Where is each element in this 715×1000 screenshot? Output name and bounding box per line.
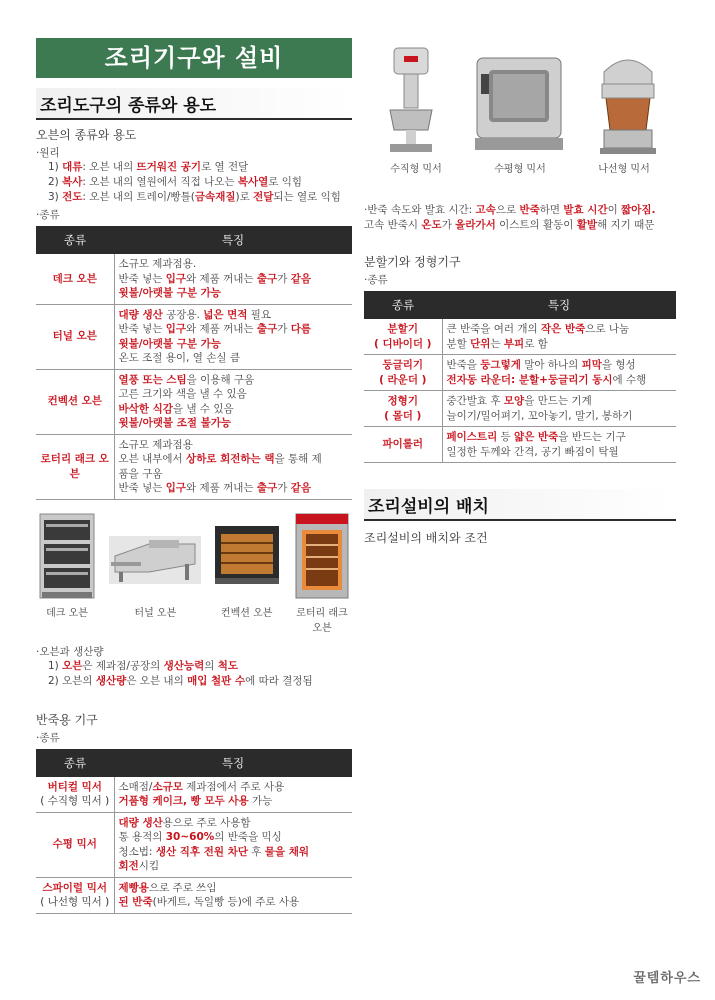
- caption-vertical-mixer: 수직형 믹서: [390, 164, 442, 175]
- highlight-text: 물을 채워: [264, 845, 309, 858]
- highlight-text: 복사: [62, 176, 83, 188]
- mixer-row: [36, 812, 352, 877]
- divider-subtitle: 분할기와 정형기구: [364, 255, 461, 269]
- text-segment: 2) 오븐의: [48, 674, 96, 687]
- divider-feature-cell: [442, 427, 676, 463]
- text-line: [119, 351, 349, 366]
- text-segment: 와 제품 꺼내는: [186, 323, 257, 335]
- oven-kind-cell: [36, 369, 114, 434]
- text-segment: 이스트의 활동이: [495, 219, 577, 231]
- text-line: [119, 481, 349, 496]
- mixer-kind-label: ·종류: [36, 731, 60, 744]
- text-segment: : 오븐 내의: [82, 161, 137, 173]
- spiral-mixer-image: [592, 44, 664, 156]
- highlight-text: 소규모: [152, 780, 183, 793]
- highlight-text: 대류: [62, 161, 83, 173]
- text-segment: 필요: [247, 308, 272, 321]
- text-segment: 으로 주로 쓰임: [148, 881, 217, 894]
- page-banner: 조리기구와 설비: [36, 38, 352, 78]
- mixer-table-head-kind: 종류: [36, 749, 114, 777]
- highlight-text: 생산능력: [163, 659, 205, 672]
- text-segment: 1): [48, 161, 63, 173]
- caption-spiral-mixer: 나선형 믹서: [598, 164, 650, 175]
- divider-kind-label: ( 몰더 ): [384, 409, 422, 422]
- highlight-text: 입구: [165, 272, 187, 285]
- text-segment: 가: [277, 272, 291, 285]
- text-line: [119, 881, 349, 896]
- divider-table-head-feature: 특징: [442, 291, 676, 319]
- highlight-text: 출구: [256, 272, 278, 285]
- text-line: [119, 438, 349, 453]
- highlight-text: 같음: [290, 482, 311, 494]
- text-segment: ·반죽 속도와 발효 시간:: [364, 204, 476, 216]
- text-line: [447, 445, 673, 460]
- text-line: [119, 322, 349, 337]
- highlight-text: 입구: [165, 482, 187, 494]
- text-segment: 시킴: [138, 860, 160, 872]
- divider-kind-cell: [364, 355, 442, 391]
- text-line: [447, 322, 673, 337]
- tunnel-oven-image: [109, 512, 201, 600]
- text-line: [447, 430, 673, 445]
- oven-caption-row: [36, 604, 352, 634]
- highlight-text: 얇은 반죽: [514, 431, 559, 443]
- mixer-kind-label: ( 나선형 믹서 ): [40, 896, 110, 908]
- principle-list: [48, 160, 352, 205]
- text-line: [364, 218, 676, 233]
- text-segment: : 오븐 내의 트레이/빵틀(: [82, 191, 195, 203]
- text-segment: 은 제과점/공장의: [82, 659, 164, 672]
- caption-convection-oven: 컨벡션 오븐: [220, 607, 273, 619]
- text-line: [119, 794, 349, 809]
- text-segment: 해 지기 때문: [597, 219, 655, 231]
- divider-kind-cell: [364, 319, 442, 355]
- mixer-kind-label: ( 수직형 믹서 ): [40, 795, 110, 807]
- text-line: [364, 203, 676, 218]
- text-segment: 을 낼 수 있음: [172, 402, 234, 415]
- highlight-text: 온도: [421, 219, 442, 231]
- text-segment: 되는 열로 익힘: [273, 191, 341, 203]
- text-segment: 반죽을: [446, 359, 481, 371]
- caption-rotary-rack-oven: 로터리 래크 오븐: [296, 607, 348, 634]
- highlight-text: 된 반죽: [118, 896, 153, 908]
- highlight-text: 올라가서: [455, 219, 496, 231]
- highlight-text: 상하로 회전하는 랙: [186, 453, 275, 465]
- highlight-text: 발효 시간: [563, 204, 608, 216]
- text-segment: 소매점/: [118, 780, 153, 793]
- text-segment: 으로: [495, 204, 520, 216]
- text-line: [119, 402, 349, 417]
- highlight-text: 전자동 라운더: 분할+둥글리기 동시: [446, 373, 613, 386]
- mixer-kind-label: 스파이럴 믹서: [42, 881, 107, 894]
- divider-feature-cell: [442, 355, 676, 391]
- highlight-text: 다름: [290, 323, 311, 335]
- text-segment: 등: [497, 431, 515, 443]
- text-line: [119, 816, 349, 831]
- mixer-table: [36, 749, 352, 914]
- text-segment: 반죽 넣는: [118, 272, 166, 285]
- mixer-subtitle: 반죽용 기구: [36, 712, 98, 727]
- oven-row: [36, 434, 352, 499]
- deck-oven-image: [36, 512, 98, 600]
- oven-table: [36, 226, 352, 500]
- divider-kind-label: 파이롤러: [382, 438, 424, 451]
- divider-table: [364, 291, 676, 463]
- highlight-text: 반죽: [519, 204, 540, 216]
- text-segment: 로 열 전달: [201, 161, 249, 173]
- highlight-text: 대량 생산: [118, 816, 163, 829]
- highlight-text: 윗불/아랫불 구분 가능: [118, 337, 221, 350]
- divider-kind-label: 둥글리기: [382, 359, 424, 371]
- text-segment: 반죽 넣는: [118, 482, 166, 494]
- oven-subtitle: 오븐의 종류와 용도: [36, 128, 137, 142]
- divider-kind-label: 분할기: [387, 323, 418, 335]
- text-line: [48, 175, 352, 190]
- principle-label: ·원리: [36, 147, 60, 159]
- text-segment: 가: [277, 482, 291, 494]
- text-segment: 로 함: [524, 337, 548, 350]
- text-segment: 늘이기/밀어펴기, 꼬아놓기, 말기, 봉하기: [446, 409, 633, 422]
- text-segment: 을 이용해 구움: [186, 373, 255, 386]
- highlight-text: 오븐: [62, 659, 83, 672]
- text-segment: 을 통해 제: [274, 453, 322, 465]
- text-line: [447, 358, 673, 373]
- production-list: [48, 659, 352, 689]
- facility-subtitle: 조리설비의 배치와 조건: [364, 531, 488, 545]
- oven-kind-label: 터널 오븐: [52, 330, 97, 343]
- right-column: [364, 38, 676, 546]
- highlight-text: 고속: [475, 204, 496, 216]
- mixer-caption-row: [364, 160, 676, 175]
- highlight-text: 출구: [256, 482, 278, 494]
- oven-kind-cell: [36, 434, 114, 499]
- highlight-text: 매입 철판 수: [187, 674, 246, 687]
- oven-feature-cell: [114, 254, 352, 304]
- convection-oven-image: [213, 512, 281, 600]
- highlight-text: 바삭한 식감: [118, 402, 173, 415]
- text-line: [119, 895, 349, 910]
- text-segment: 공장용.: [162, 308, 204, 321]
- mixer-table-body: [36, 777, 352, 914]
- highlight-text: 윗불/아랫불 조절 불가능: [118, 417, 232, 429]
- text-line: [119, 780, 349, 795]
- oven-kind-label: 로터리 래크 오븐: [40, 453, 109, 480]
- text-segment: 일정한 두께와 간격, 공기 빠짐이 탁월: [446, 445, 619, 458]
- divider-feature-cell: [442, 391, 676, 427]
- text-line: [447, 394, 673, 409]
- highlight-text: 제빵용: [118, 881, 149, 894]
- oven-table-head-kind: 종류: [36, 226, 114, 254]
- text-segment: 이: [607, 204, 622, 216]
- text-segment: 통 용적의: [118, 831, 166, 843]
- text-segment: 와 제품 꺼내는: [186, 482, 257, 494]
- highlight-text: 단위: [470, 337, 491, 350]
- text-line: [119, 845, 349, 860]
- vertical-mixer-image: [376, 44, 446, 156]
- text-line: [48, 190, 352, 205]
- text-segment: (바게트, 독일빵 등)에 주로 사용: [152, 896, 300, 908]
- text-segment: 반죽 넣는: [118, 323, 166, 335]
- text-line: [48, 674, 352, 689]
- mixer-kind-cell: [36, 877, 114, 913]
- highlight-text: 모양: [503, 395, 525, 407]
- text-segment: 오븐 내부에서: [118, 453, 187, 465]
- oven-feature-cell: [114, 304, 352, 369]
- oven-feature-cell: [114, 434, 352, 499]
- text-line: [119, 387, 349, 402]
- production-label: ·오븐과 생산량: [36, 645, 104, 658]
- text-segment: 을 반드는 기구: [558, 431, 626, 443]
- text-segment: 와 제품 꺼내는: [186, 272, 257, 285]
- oven-kind-cell: [36, 304, 114, 369]
- text-segment: 소규모 제과점용: [118, 438, 193, 451]
- section-heading-facility: 조리설비의 배치: [364, 489, 676, 521]
- highlight-text: 입구: [165, 323, 187, 335]
- text-segment: )로: [235, 191, 254, 203]
- mixer-feature-cell: [114, 777, 352, 813]
- divider-kind-label: ( 라운더 ): [379, 373, 427, 386]
- text-line: [119, 286, 349, 301]
- text-line: [119, 308, 349, 323]
- divider-kind-label: ( 디바이더 ): [374, 337, 432, 350]
- text-segment: 의: [204, 659, 218, 672]
- caption-deck-oven: 데크 오븐: [46, 607, 88, 619]
- text-segment: 은 오븐 내의: [126, 674, 188, 687]
- text-segment: 분할: [446, 337, 471, 350]
- footer-brand: 꿀템하우스: [633, 971, 701, 986]
- highlight-text: 부피: [503, 337, 525, 350]
- text-line: [48, 659, 352, 674]
- text-segment: 고른 크기와 색을 낼 수 있음: [118, 388, 247, 400]
- divider-row: [364, 391, 676, 427]
- oven-table-head-feature: 특징: [114, 226, 352, 254]
- highlight-text: 짧아짐.: [621, 204, 656, 216]
- text-segment: 소규모 제과점용.: [118, 258, 197, 270]
- highlight-text: 출구: [256, 323, 278, 335]
- text-line: [119, 257, 349, 272]
- left-column: [36, 38, 352, 914]
- divider-kind-label: 정형기: [387, 395, 418, 407]
- divider-row: [364, 319, 676, 355]
- highlight-text: 넓은 면적: [203, 308, 248, 321]
- mixer-kind-cell: [36, 777, 114, 813]
- highlight-text: 둥그렇게: [480, 359, 521, 371]
- highlight-text: 열풍 또는 스팀: [118, 373, 187, 386]
- text-line: [48, 160, 352, 175]
- caption-horizontal-mixer: 수평형 믹서: [494, 164, 546, 175]
- text-line: [119, 272, 349, 287]
- highlight-text: 거품형 케이크, 빵 모두 사용: [118, 795, 249, 807]
- text-line: [447, 337, 673, 352]
- text-line: [119, 337, 349, 352]
- highlight-text: 30~60%: [165, 831, 215, 843]
- oven-row: [36, 254, 352, 304]
- highlight-text: 척도: [217, 659, 238, 672]
- text-line: [119, 373, 349, 388]
- text-line: [119, 859, 349, 874]
- text-line: [119, 467, 349, 482]
- section-heading-tools: 조리도구의 종류와 용도: [36, 88, 352, 120]
- highlight-text: 윗불/아랫불 구분 가능: [118, 287, 221, 299]
- text-line: [119, 830, 349, 845]
- text-segment: 2): [48, 176, 63, 188]
- divider-row: [364, 427, 676, 463]
- oven-kind-label: 데크 오븐: [52, 272, 97, 285]
- highlight-text: 금속재질: [194, 191, 236, 203]
- oven-kind-cell: [36, 254, 114, 304]
- divider-table-body: [364, 319, 676, 463]
- horizontal-mixer-image: [471, 44, 567, 156]
- highlight-text: 전도: [62, 191, 83, 203]
- oven-row: [36, 369, 352, 434]
- oven-row: [36, 304, 352, 369]
- highlight-text: 생산 직후 전원 차단: [155, 845, 248, 858]
- oven-kind-label: ·종류: [36, 209, 60, 221]
- text-segment: 하면: [539, 204, 564, 216]
- mixer-kind-label: 버티컬 믹서: [47, 780, 102, 793]
- highlight-text: 활발: [576, 219, 598, 231]
- text-segment: 3): [48, 191, 63, 203]
- mixer-speed-note: [364, 203, 676, 233]
- oven-kind-label: 컨벡션 오븐: [47, 395, 102, 408]
- text-segment: 로 익힘: [268, 176, 303, 188]
- caption-tunnel-oven: 터널 오븐: [134, 607, 177, 619]
- highlight-text: 대량 생산: [118, 308, 163, 321]
- text-segment: 을 형성: [601, 359, 636, 371]
- text-segment: 후: [247, 845, 265, 858]
- text-segment: 가: [441, 219, 456, 231]
- text-segment: 용으로 주로 사용함: [162, 816, 251, 829]
- text-segment: 품을 구움: [118, 467, 163, 480]
- highlight-text: 피막: [581, 359, 602, 371]
- mixer-kind-cell: [36, 812, 114, 877]
- divider-feature-cell: [442, 319, 676, 355]
- oven-photo-row: [36, 512, 352, 600]
- text-segment: 가: [277, 323, 291, 335]
- oven-feature-cell: [114, 369, 352, 434]
- divider-row: [364, 355, 676, 391]
- mixer-row: [36, 777, 352, 813]
- divider-kind-label: ·종류: [364, 274, 388, 286]
- text-segment: 고속 반죽시: [364, 219, 422, 231]
- highlight-text: 복사열: [237, 176, 269, 188]
- highlight-text: 페이스트리: [446, 431, 498, 443]
- text-segment: 제과점에서 주로 사용: [182, 780, 285, 793]
- text-segment: 는: [490, 337, 504, 350]
- text-segment: 가능: [248, 795, 273, 807]
- text-line: [119, 452, 349, 467]
- text-segment: : 오븐 내의 열원에서 직접 나오는: [82, 176, 238, 188]
- text-segment: 으로 나눔: [585, 323, 630, 335]
- divider-kind-cell: [364, 427, 442, 463]
- highlight-text: 전달: [253, 191, 274, 203]
- text-segment: 말아 하나의: [520, 359, 582, 371]
- mixer-photo-row: [364, 44, 676, 156]
- rotary-rack-oven-image: [292, 512, 352, 600]
- oven-table-body: [36, 254, 352, 499]
- text-segment: 중간발효 후: [446, 395, 504, 407]
- text-line: [119, 416, 349, 431]
- mixer-feature-cell: [114, 877, 352, 913]
- text-segment: 을 만드는 기계: [524, 395, 592, 407]
- mixer-kind-label: 수평 믹서: [52, 838, 97, 851]
- mixer-row: [36, 877, 352, 913]
- text-line: [447, 409, 673, 424]
- text-segment: 큰 반죽을 여러 개의: [446, 323, 541, 335]
- text-segment: 온도 조절 용이, 열 손실 큼: [118, 352, 240, 364]
- text-segment: 에 수행: [612, 373, 647, 386]
- mixer-table-head-feature: 특징: [114, 749, 352, 777]
- highlight-text: 뜨거워진 공기: [136, 161, 202, 173]
- text-segment: 의 반죽을 믹싱: [214, 831, 282, 843]
- divider-kind-cell: [364, 391, 442, 427]
- divider-table-head-kind: 종류: [364, 291, 442, 319]
- highlight-text: 같음: [290, 272, 311, 285]
- mixer-feature-cell: [114, 812, 352, 877]
- highlight-text: 작은 반죽: [541, 323, 586, 335]
- text-line: [447, 373, 673, 388]
- highlight-text: 생산량: [95, 674, 127, 687]
- text-segment: 1): [48, 659, 63, 672]
- highlight-text: 회전: [118, 860, 139, 872]
- text-segment: 에 따라 결정됨: [245, 674, 313, 687]
- text-segment: 청소법:: [118, 845, 156, 858]
